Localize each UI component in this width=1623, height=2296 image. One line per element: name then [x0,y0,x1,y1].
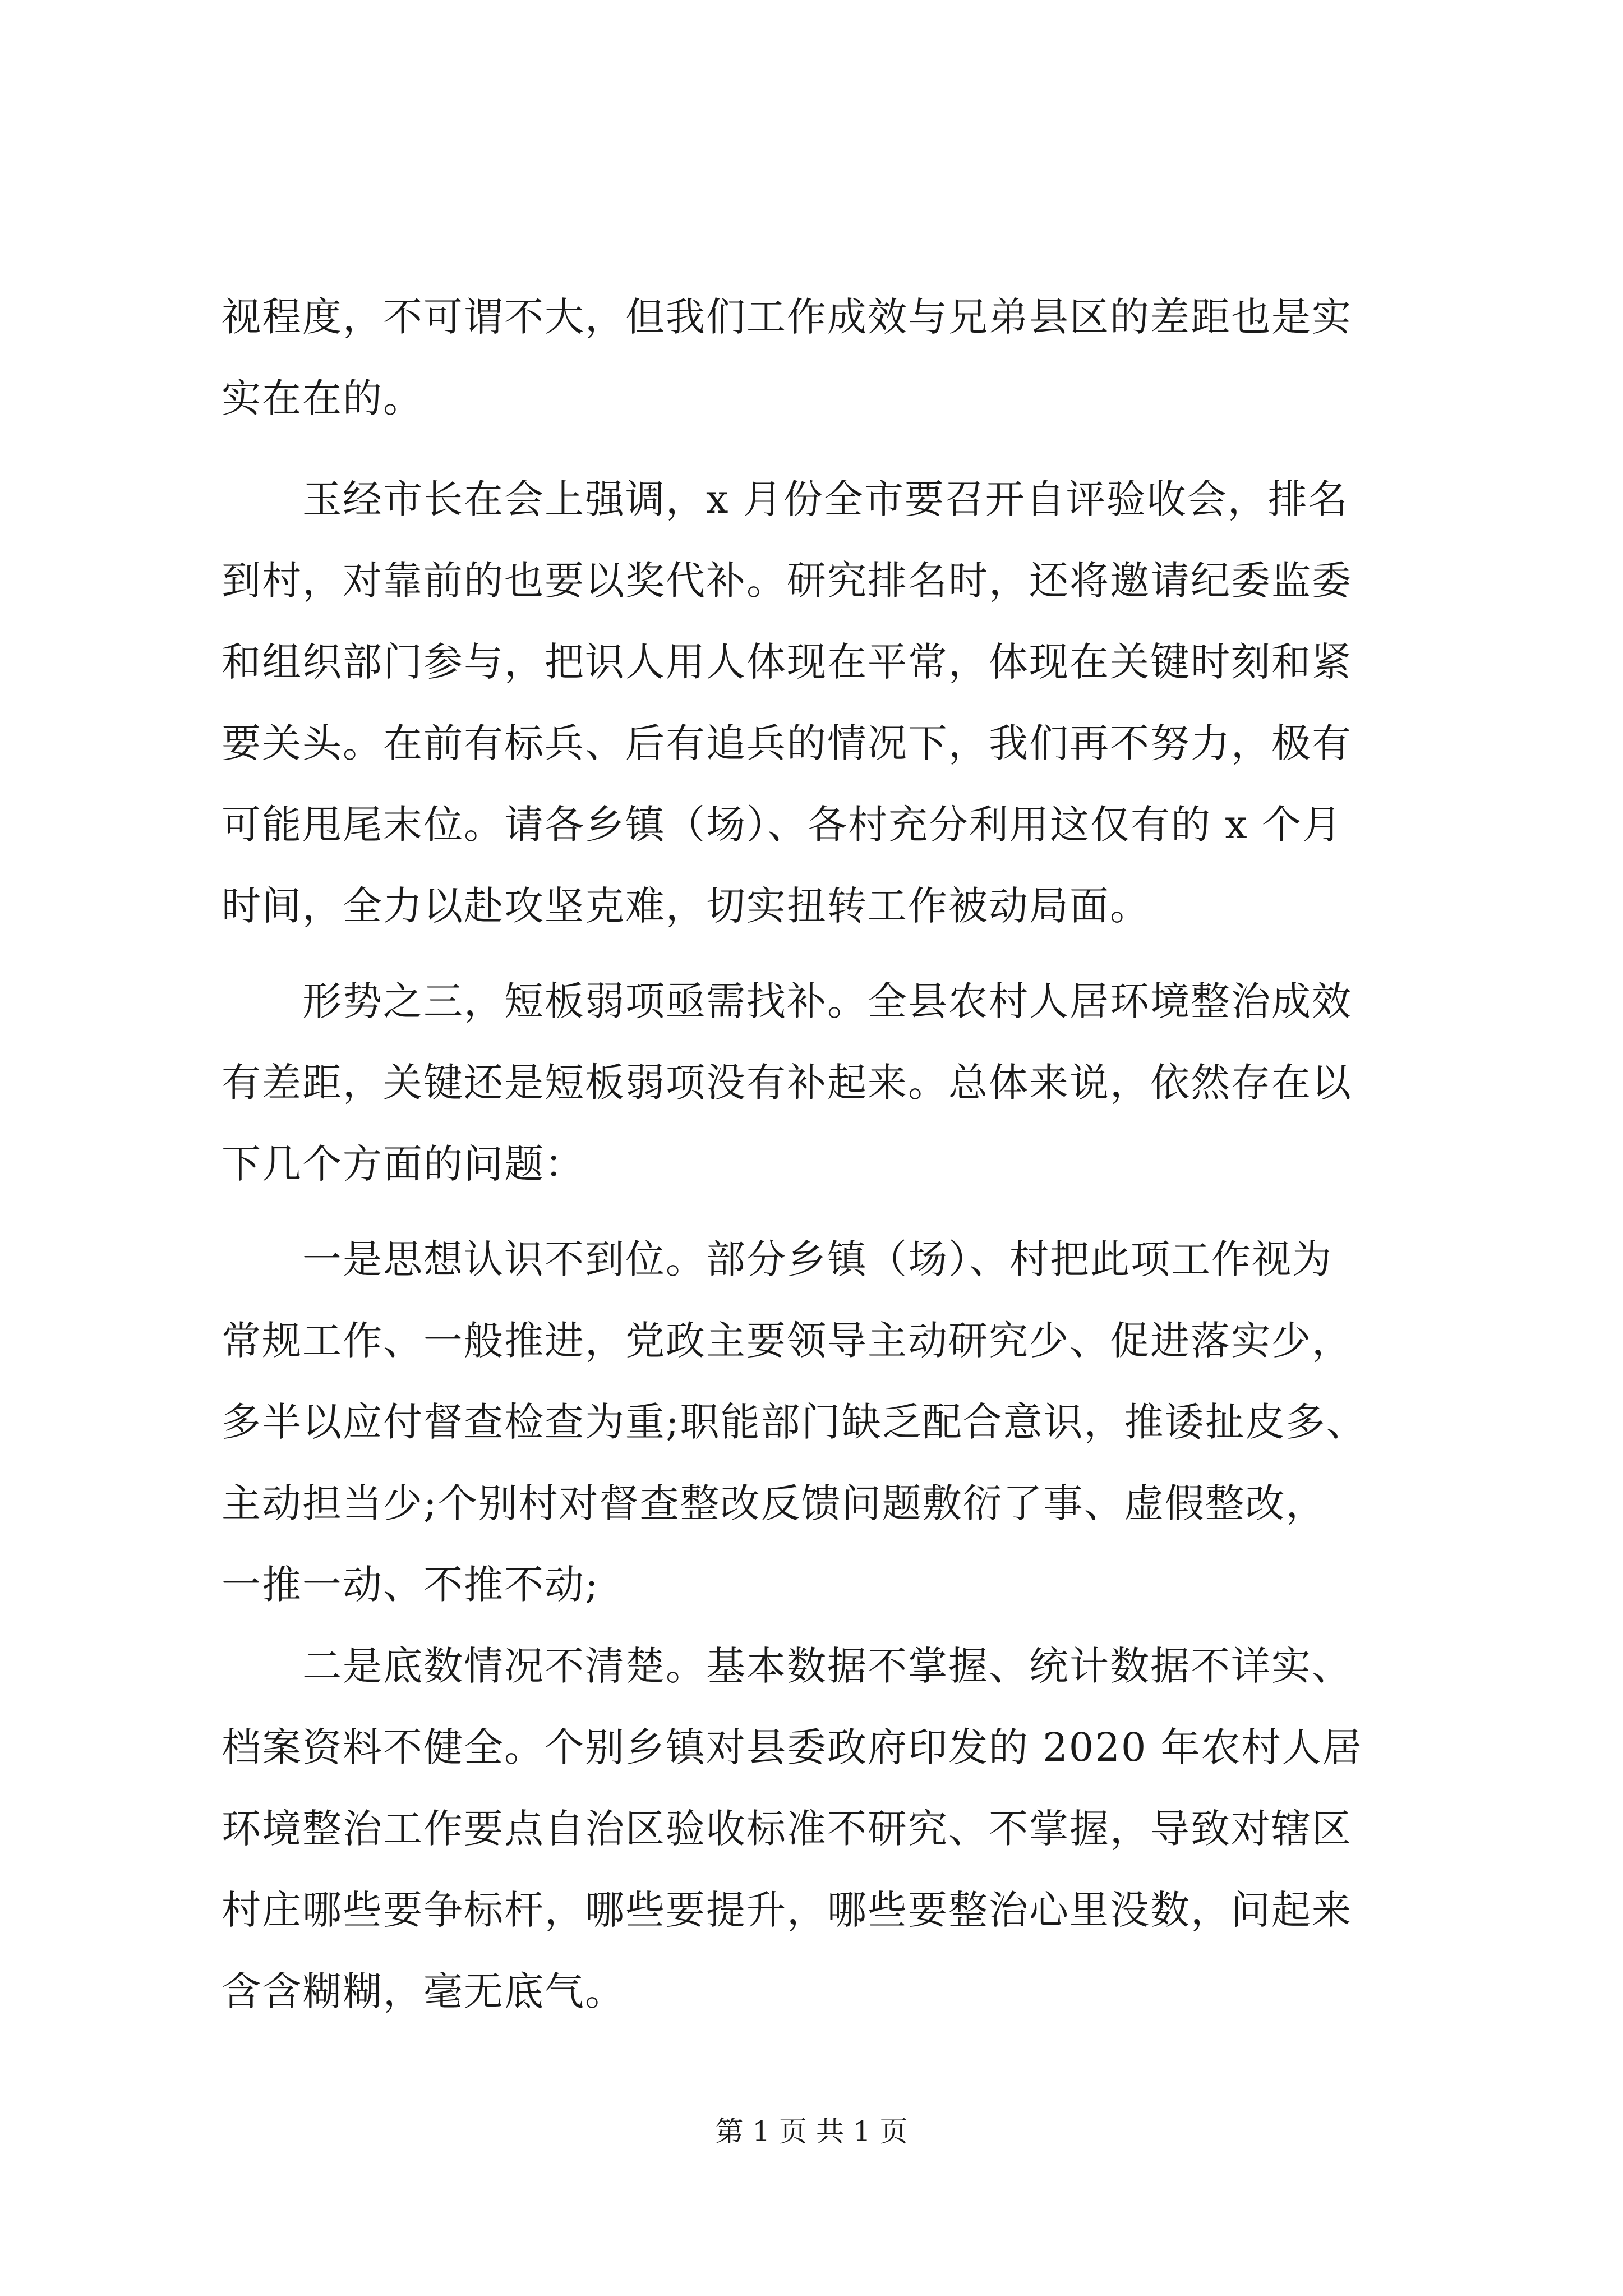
text-line: 含含糊糊，毫无底气。 [222,1968,625,2014]
text-line: 常规工作、一般推进，党政主要领导主动研究少、促进落实少， [222,1318,1352,1364]
text-line: 玉经市长在会上强调，x 月份全市要召开自评验收会，排名 [222,476,1349,522]
text-line: 实在在的。 [222,375,423,421]
text-line: 主动担当少;个别村对督查整改反馈问题敷衍了事、虚假整改， [222,1480,1326,1526]
text-line: 环境整治工作要点自治区验收标准不研究、不掌握，导致对辖区 [222,1806,1352,1852]
text-line: 要关头。在前有标兵、后有追兵的情况下，我们再不努力，极有 [222,720,1352,766]
text-line: 一是思想认识不到位。部分乡镇（场）、村把此项工作视为 [222,1236,1332,1282]
text-line: 到村，对靠前的也要以奖代补。研究排名时，还将邀请纪委监委 [222,558,1352,604]
text-line: 时间，全力以赴攻坚克难，切实扭转工作被动局面。 [222,883,1150,929]
text-line: 有差距，关键还是短板弱项没有补起来。总体来说，依然存在以 [222,1060,1352,1106]
page-number-footer: 第 1 页 共 1 页 [715,2115,908,2148]
text-line: 下几个方面的问题： [222,1141,585,1187]
text-line: 多半以应付督查检查为重;职能部门缺乏配合意识，推诿扯皮多、 [222,1399,1367,1445]
text-line: 形势之三，短板弱项亟需找补。全县农村人居环境整治成效 [222,978,1352,1024]
text-line: 档案资料不健全。个别乡镇对县委政府印发的 2020 年农村人居 [222,1724,1363,1770]
text-line: 视程度，不可谓不大，但我们工作成效与兄弟县区的差距也是实 [222,294,1352,340]
text-line: 村庄哪些要争标杆，哪些要提升，哪些要整治心里没数，问起来 [222,1887,1352,1933]
text-line: 和组织部门参与，把识人用人体现在平常，体现在关键时刻和紧 [222,639,1352,685]
text-line: 二是底数情况不清楚。基本数据不掌握、统计数据不详实、 [222,1643,1352,1689]
text-line: 可能甩尾末位。请各乡镇（场）、各村充分利用这仅有的 x 个月 [222,802,1343,848]
text-line: 一推一动、不推不动; [222,1562,600,1608]
